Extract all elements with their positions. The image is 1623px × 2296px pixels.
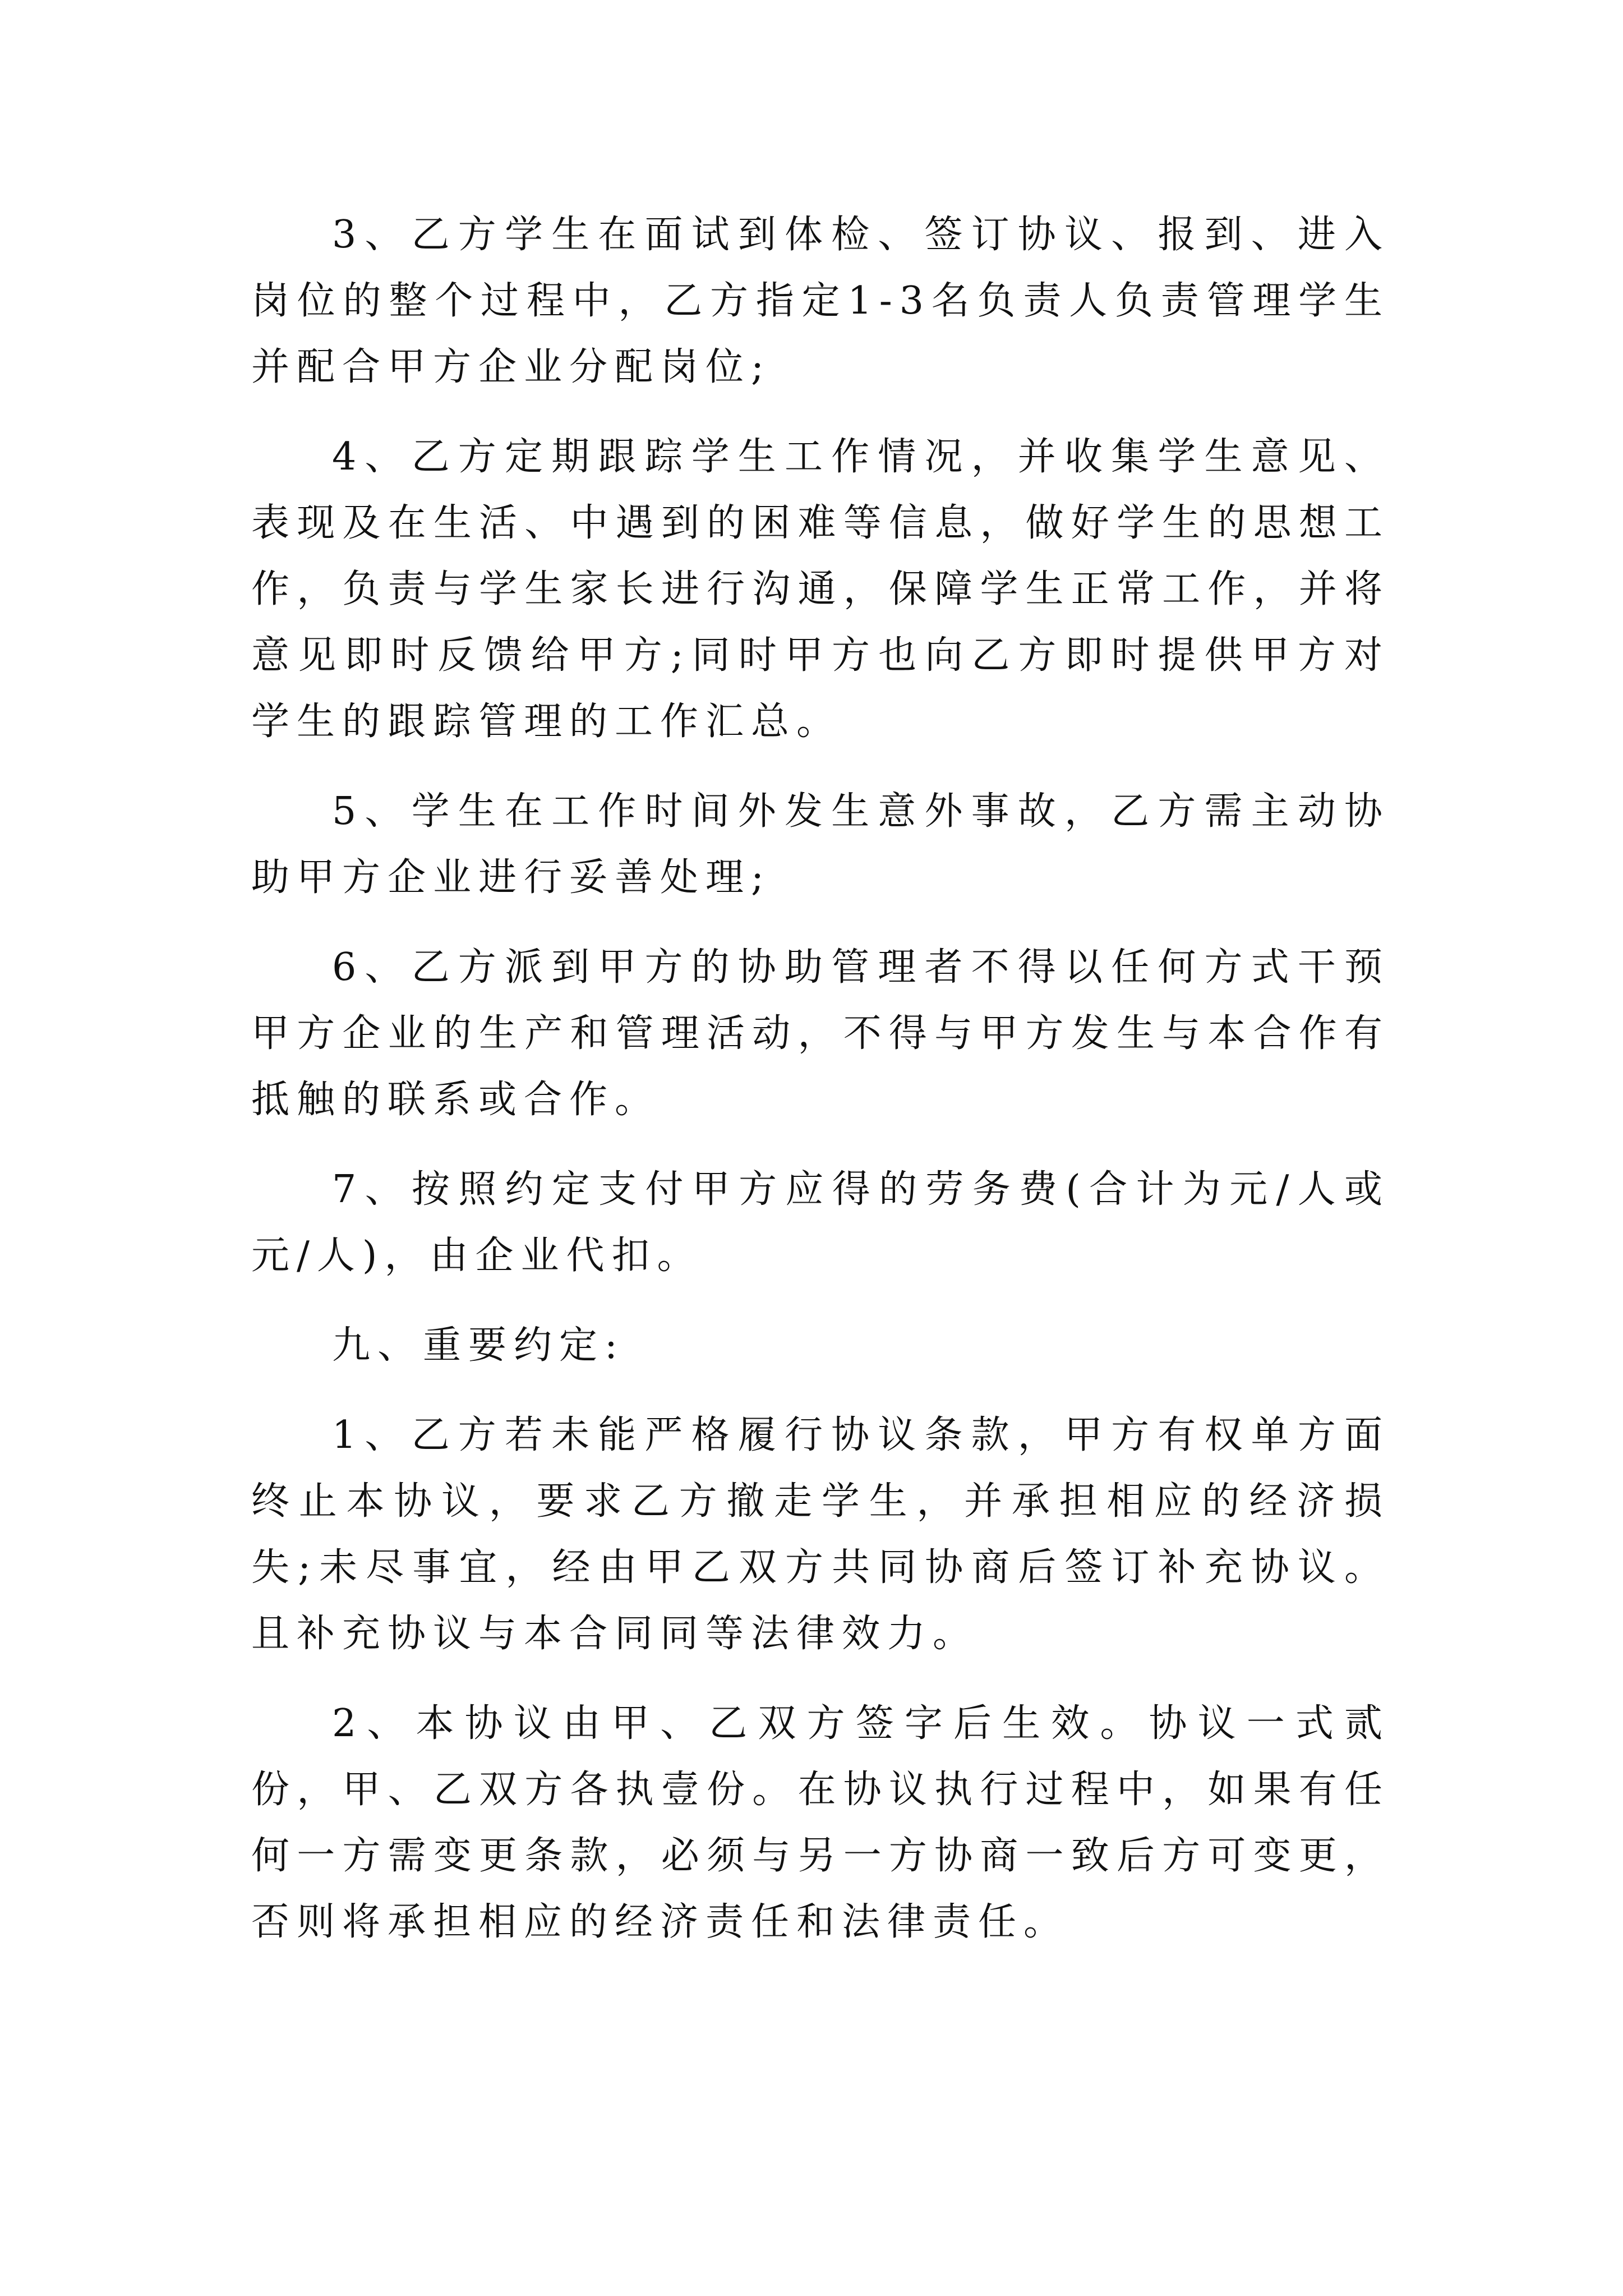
- section-heading-9: 九、重要约定:: [332, 1323, 625, 1368]
- clause-3: 3、乙方学生在面试到体检、签订协议、报到、进入岗位的整个过程中，乙方指定1-3名负责人负责管理学生并配合甲方企业分配岗位;: [251, 213, 1390, 389]
- clause-7: 7、按照约定支付甲方应得的劳务费(合计为元/人或元/人)，由企业代扣。: [251, 1167, 1390, 1278]
- clause-4: 4、乙方定期跟踪学生工作情况，并收集学生意见、表现及在生活、中遇到的困难等信息，做好学生的思想工作，负责与学生家长进行沟通，保障学生正常工作，并将意见即时反馈给甲方;同时甲方也向乙方即时提供甲方对学生的跟踪管理的工作汇总。: [251, 435, 1390, 744]
- clause-6: 6、乙方派到甲方的协助管理者不得以任何方式干预甲方企业的生产和管理活动，不得与甲方发生与本合作有抵触的联系或合作。: [251, 945, 1390, 1122]
- agreement-1: 1、乙方若未能严格履行协议条款，甲方有权单方面终止本协议，要求乙方撤走学生，并承担相应的经济损失;未尽事宜，经由甲乙双方共同协商后签订补充协议。且补充协议与本合同同等法律效力。: [251, 1413, 1390, 1656]
- document-body: [251, 202, 1390, 1979]
- agreement-2: 2、本协议由甲、乙双方签字后生效。协议一式贰份，甲、乙双方各执壹份。在协议执行过程中，如果有任何一方需变更条款，必须与另一方协商一致后方可变更，否则将承担相应的经济责任和法律责任。: [251, 1701, 1390, 1944]
- clause-5: 5、学生在工作时间外发生意外事故，乙方需主动协助甲方企业进行妥善处理;: [251, 789, 1390, 900]
